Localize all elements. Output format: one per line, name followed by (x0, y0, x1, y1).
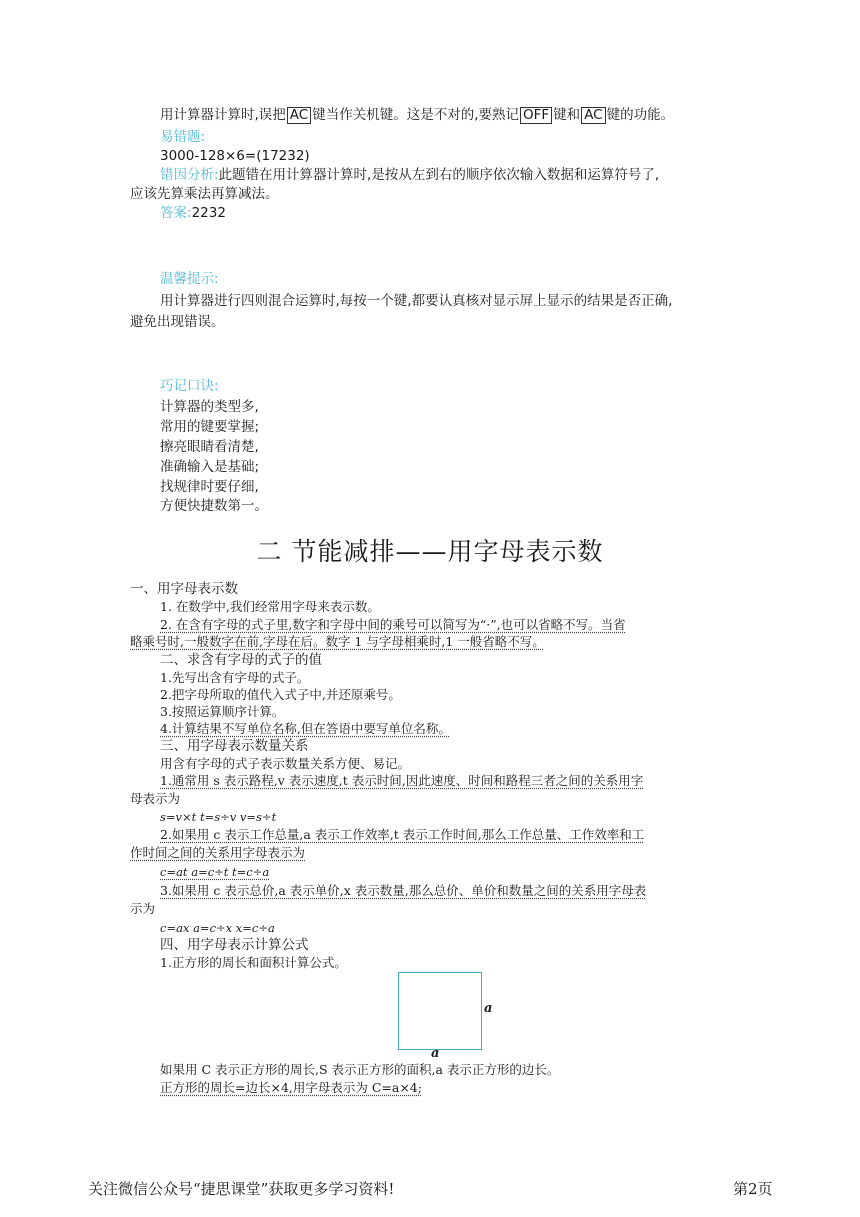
section-3-intro: 用含有字母的式子表示数量关系方便、易记。 (160, 756, 411, 771)
ac-key-label: AC (287, 107, 311, 124)
square-side-label: a (484, 1001, 493, 1016)
relation-1-line-2: 母表示为 (130, 791, 181, 806)
rhyme-line: 计算器的类型多, (160, 399, 259, 415)
off-key-label: OFF (520, 107, 552, 124)
relation-3-line-1: 3.如果用 c 表示总价,a 表示单价,x 表示数量,那么总价、单价和数量之间的关系用字母表 (160, 883, 647, 898)
error-cause-label: 错因分析: (160, 167, 219, 183)
formula-work: c=at a=c÷t t=c÷a (160, 865, 270, 879)
tip-text-line-2: 避免出现错误。 (130, 314, 225, 330)
rhyme-line: 准确输入是基础; (160, 459, 260, 475)
section-2-heading: 二、求含有字母的式子的值 (160, 652, 322, 668)
section-2-item: 3.按照运算顺序计算。 (160, 704, 285, 719)
section-1-paragraph-1: 1. 在数学中,我们经常用字母来表示数。 (160, 599, 380, 614)
square-bottom-label: a (431, 1046, 440, 1061)
ac-key-label-2: AC (581, 107, 605, 124)
section-2-item: 1.先写出含有字母的式子。 (160, 670, 310, 685)
calculator-warning-line: 用计算器计算时,误把 AC 键当作关机键。这是不对的,要熟记 OFF 键和 AC 键的功能。 (160, 107, 675, 123)
section-1-heading: 一、用字母表示数 (130, 581, 238, 597)
chapter-title: 二 节能减排——用字母表示数 (256, 537, 604, 566)
section-3-heading: 三、用字母表示数量关系 (160, 738, 309, 754)
relation-2-line-1: 2.如果用 c 表示工作总量,a 表示工作效率,t 表示工作时间,那么工作总量、工作效率和工 (160, 827, 645, 842)
page-number: 第2页 (733, 1180, 773, 1198)
square-figure (398, 972, 482, 1050)
square-description: 如果用 C 表示正方形的周长,S 表示正方形的面积,a 表示正方形的边长。 (160, 1062, 560, 1077)
rhyme-line: 方便快捷数第一。 (160, 498, 268, 514)
relation-1-line-1: 1.通常用 s 表示路程,v 表示速度,t 表示时间,因此速度、时间和路程三者之间的关系用字 (160, 773, 644, 788)
footer-promo-text: 关注微信公众号“捷思课堂”获取更多学习资料! (88, 1180, 395, 1198)
tip-text-line-1: 用计算器进行四则混合运算时,每按一个键,都要认真核对显示屏上显示的结果是否正确, (160, 293, 673, 309)
error-cause-line-2: 应该先算乘法再算减法。 (130, 186, 279, 202)
formula-distance: s=v×t t=s÷v v=s÷t (160, 810, 277, 824)
rhyme-label: 巧记口诀: (160, 378, 219, 394)
relation-2-line-2: 作时间之间的关系用字母表示为 (130, 845, 306, 860)
section-4-item-1: 1.正方形的周长和面积计算公式。 (160, 955, 347, 970)
error-cause-line: 错因分析:此题错在用计算器计算时,是按从左到右的顺序依次输入数据和运算符号了, (160, 167, 660, 183)
section-2-item: 4.计算结果不写单位名称,但在答语中要写单位名称。 (160, 721, 451, 736)
formula-price: c=ax a=c÷x x=c÷a (160, 921, 275, 935)
section-2-item: 2.把字母所取的值代入式子中,并还原乘号。 (160, 687, 401, 702)
answer-value: 2232 (191, 205, 226, 221)
square-perimeter-formula: 正方形的周长=边长×4,用字母表示为 C=a×4; (160, 1080, 422, 1095)
section-4-heading: 四、用字母表示计算公式 (160, 937, 309, 953)
error-question-label: 易错题: (160, 129, 206, 145)
answer-line (160, 204, 226, 222)
relation-3-line-2: 示为 (130, 901, 156, 916)
tip-label: 温馨提示: (160, 271, 219, 287)
rhyme-line: 擦亮眼睛看清楚, (160, 439, 259, 455)
section-1-paragraph-2: 2. 在含有字母的式子里,数字和字母中间的乘号可以简写为“·”,也可以省略不写。当省 (160, 617, 626, 632)
error-question-expression: 3000-128×6=(17232) (160, 148, 310, 164)
answer-label: 答案: (160, 205, 192, 221)
rhyme-line: 常用的键要掌握; (160, 419, 260, 435)
section-1-paragraph-2-cont: 略乘号时,一般数字在前,字母在后。数字 1 与字母相乘时,1 一般省略不写。 (130, 634, 545, 649)
rhyme-line: 找规律时要仔细, (160, 479, 259, 495)
